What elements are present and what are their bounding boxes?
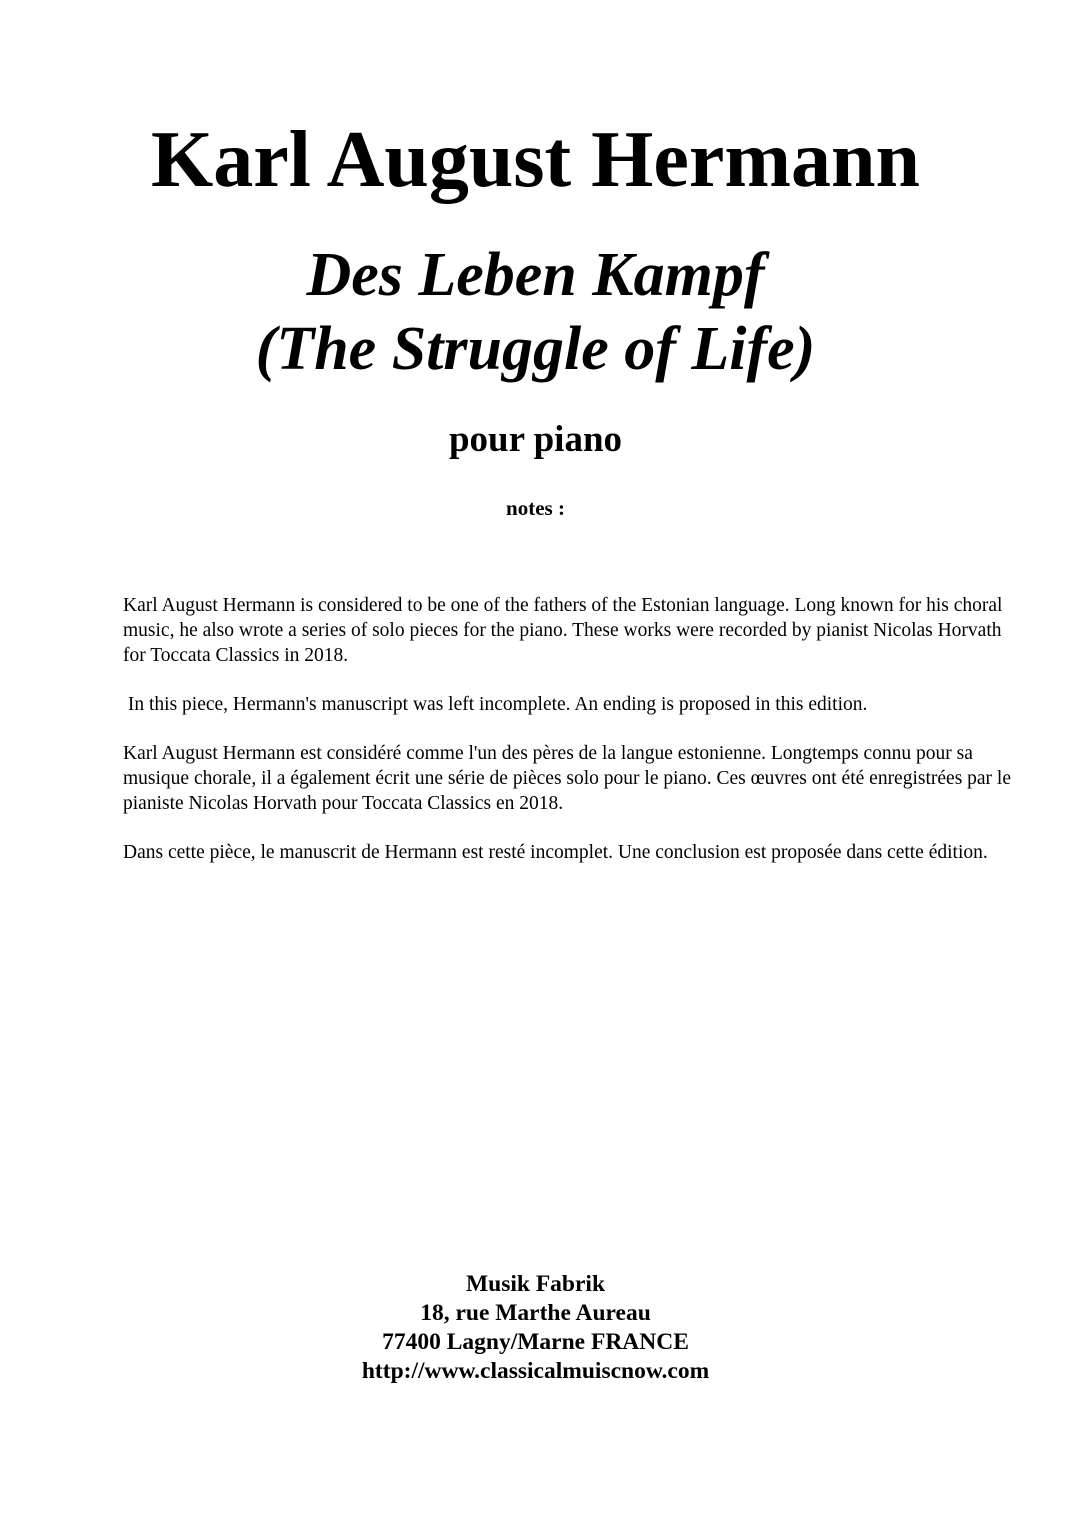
notes-paragraph-french-1: Karl August Hermann est considéré comme l'un des pères de la langue estonienne. Longtemps connu pour sa musique chorale, il a également écrit une série de pièces solo pour le piano. Ces œuvres ont été enregistrées par le pianiste Nicolas Horvath pour Toccata Classics en 2018. [123,743,1016,814]
notes-paragraph-english-1: Karl August Hermann is considered to be one of the fathers of the Estonian language. Long known for his choral music, he also wrote a series of solo pieces for the piano. These works were recorded by pianist Nicolas Horvath for Toccata Classics in 2018. [123,595,1008,666]
notes-paragraph-french-2: Dans cette pièce, le manuscrit de Hermann est resté incomplet. Une conclusion est proposée dans cette édition. [123,842,988,863]
publisher-website[interactable]: http://www.classicalmuiscnow.com [361,1358,710,1384]
publisher-block [0,1270,1071,1386]
work-title-german: Des Leben Kampf [306,241,765,309]
publisher-name: Musik Fabrik [465,1271,606,1297]
publisher-city: 77400 Lagny/Marne FRANCE [382,1329,689,1355]
notes-body [123,593,1023,889]
work-title [0,238,1071,386]
composer-name: Karl August Hermann [151,116,920,204]
notes-heading: notes : [506,496,565,520]
notes-paragraph-english-2: In this piece, Hermann's manuscript was left incomplete. An ending is proposed in this edition. [123,694,868,715]
publisher-street: 18, rue Marthe Aureau [420,1300,651,1326]
work-title-english: (The Struggle of Life) [255,315,816,383]
instrumentation: pour piano [448,419,623,460]
